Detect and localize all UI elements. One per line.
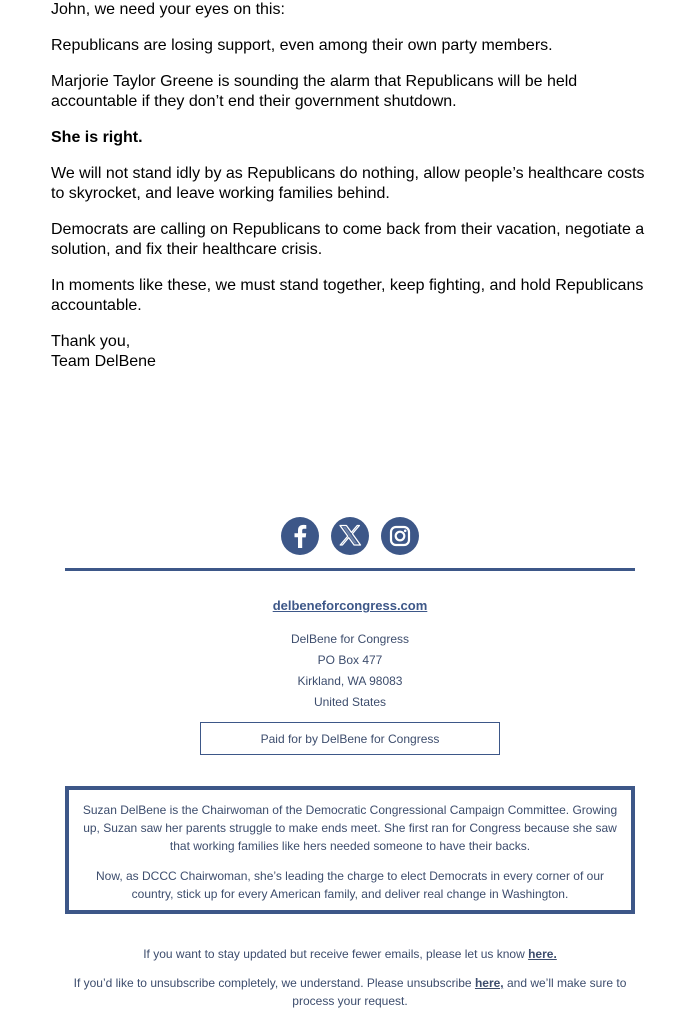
fewer-emails-link[interactable]: here. (528, 947, 557, 961)
website-link[interactable]: delbeneforcongress.com (272, 598, 428, 613)
signoff-team: Team DelBene (51, 353, 156, 370)
bio-paragraph-1: Suzan DelBene is the Chairwoman of the Democratic Congressional Campaign Committee. Growing up, Suzan saw her parents struggle to make ends meet. She first ran for Congress because she saw that working families like hers needed someone to have their backs. (82, 803, 618, 853)
unsubscribe-text-before: If you’d like to unsubscribe completely, we understand. Please unsubscribe (73, 976, 475, 990)
social-links (0, 517, 700, 555)
address-org: DelBene for Congress (290, 632, 410, 646)
footer-divider (65, 568, 635, 571)
x-button[interactable] (331, 517, 369, 555)
bio-box (65, 786, 635, 914)
paragraph-support: Republicans are losing support, even among their own party members. (51, 37, 553, 54)
instagram-icon (381, 517, 419, 555)
x-icon (331, 517, 369, 555)
paragraph-stand-idly: We will not stand idly by as Republicans do nothing, allow people’s healthcare costs to skyrocket, and leave working families behind. (51, 165, 645, 202)
bio-paragraph-2: Now, as DCCC Chairwoman, she’s leading the charge to elect Democrats in every corner of our country, stick up for every American family, and deliver real change in Washington. (95, 869, 604, 901)
facebook-icon (281, 517, 319, 555)
address-po-box: PO Box 477 (317, 653, 383, 667)
signoff (51, 332, 651, 372)
instagram-button[interactable] (381, 517, 419, 555)
mailing-address (0, 629, 700, 713)
paragraph-calling: Democrats are calling on Republicans to come back from their vacation, negotiate a solution, and fix their healthcare crisis. (51, 221, 645, 258)
email-body (51, 0, 651, 388)
address-country: United States (313, 695, 387, 709)
paragraph-mtg: Marjorie Taylor Greene is sounding the alarm that Republicans will be held accountable if they don’t end their government shutdown. (51, 73, 578, 110)
greeting: John, we need your eyes on this: (51, 1, 285, 18)
paid-for-disclaimer: Paid for by DelBene for Congress (200, 722, 500, 755)
paragraph-she-is-right (51, 128, 651, 148)
unsubscribe-notice (70, 974, 630, 1010)
address-city: Kirkland, WA 98083 (297, 674, 403, 688)
fewer-emails-notice (0, 945, 700, 963)
facebook-button[interactable] (281, 517, 319, 555)
unsubscribe-text-after: and we’ll make sure to process your request. (292, 976, 627, 1008)
she-is-right-bold: She is right. (51, 129, 143, 146)
fewer-emails-text: If you want to stay updated but receive fewer emails, please let us know (143, 947, 529, 961)
paragraph-stand-together: In moments like these, we must stand together, keep fighting, and hold Republicans accountable. (51, 277, 644, 314)
unsubscribe-link[interactable]: here, (474, 976, 504, 990)
signoff-thanks: Thank you, (51, 333, 131, 350)
